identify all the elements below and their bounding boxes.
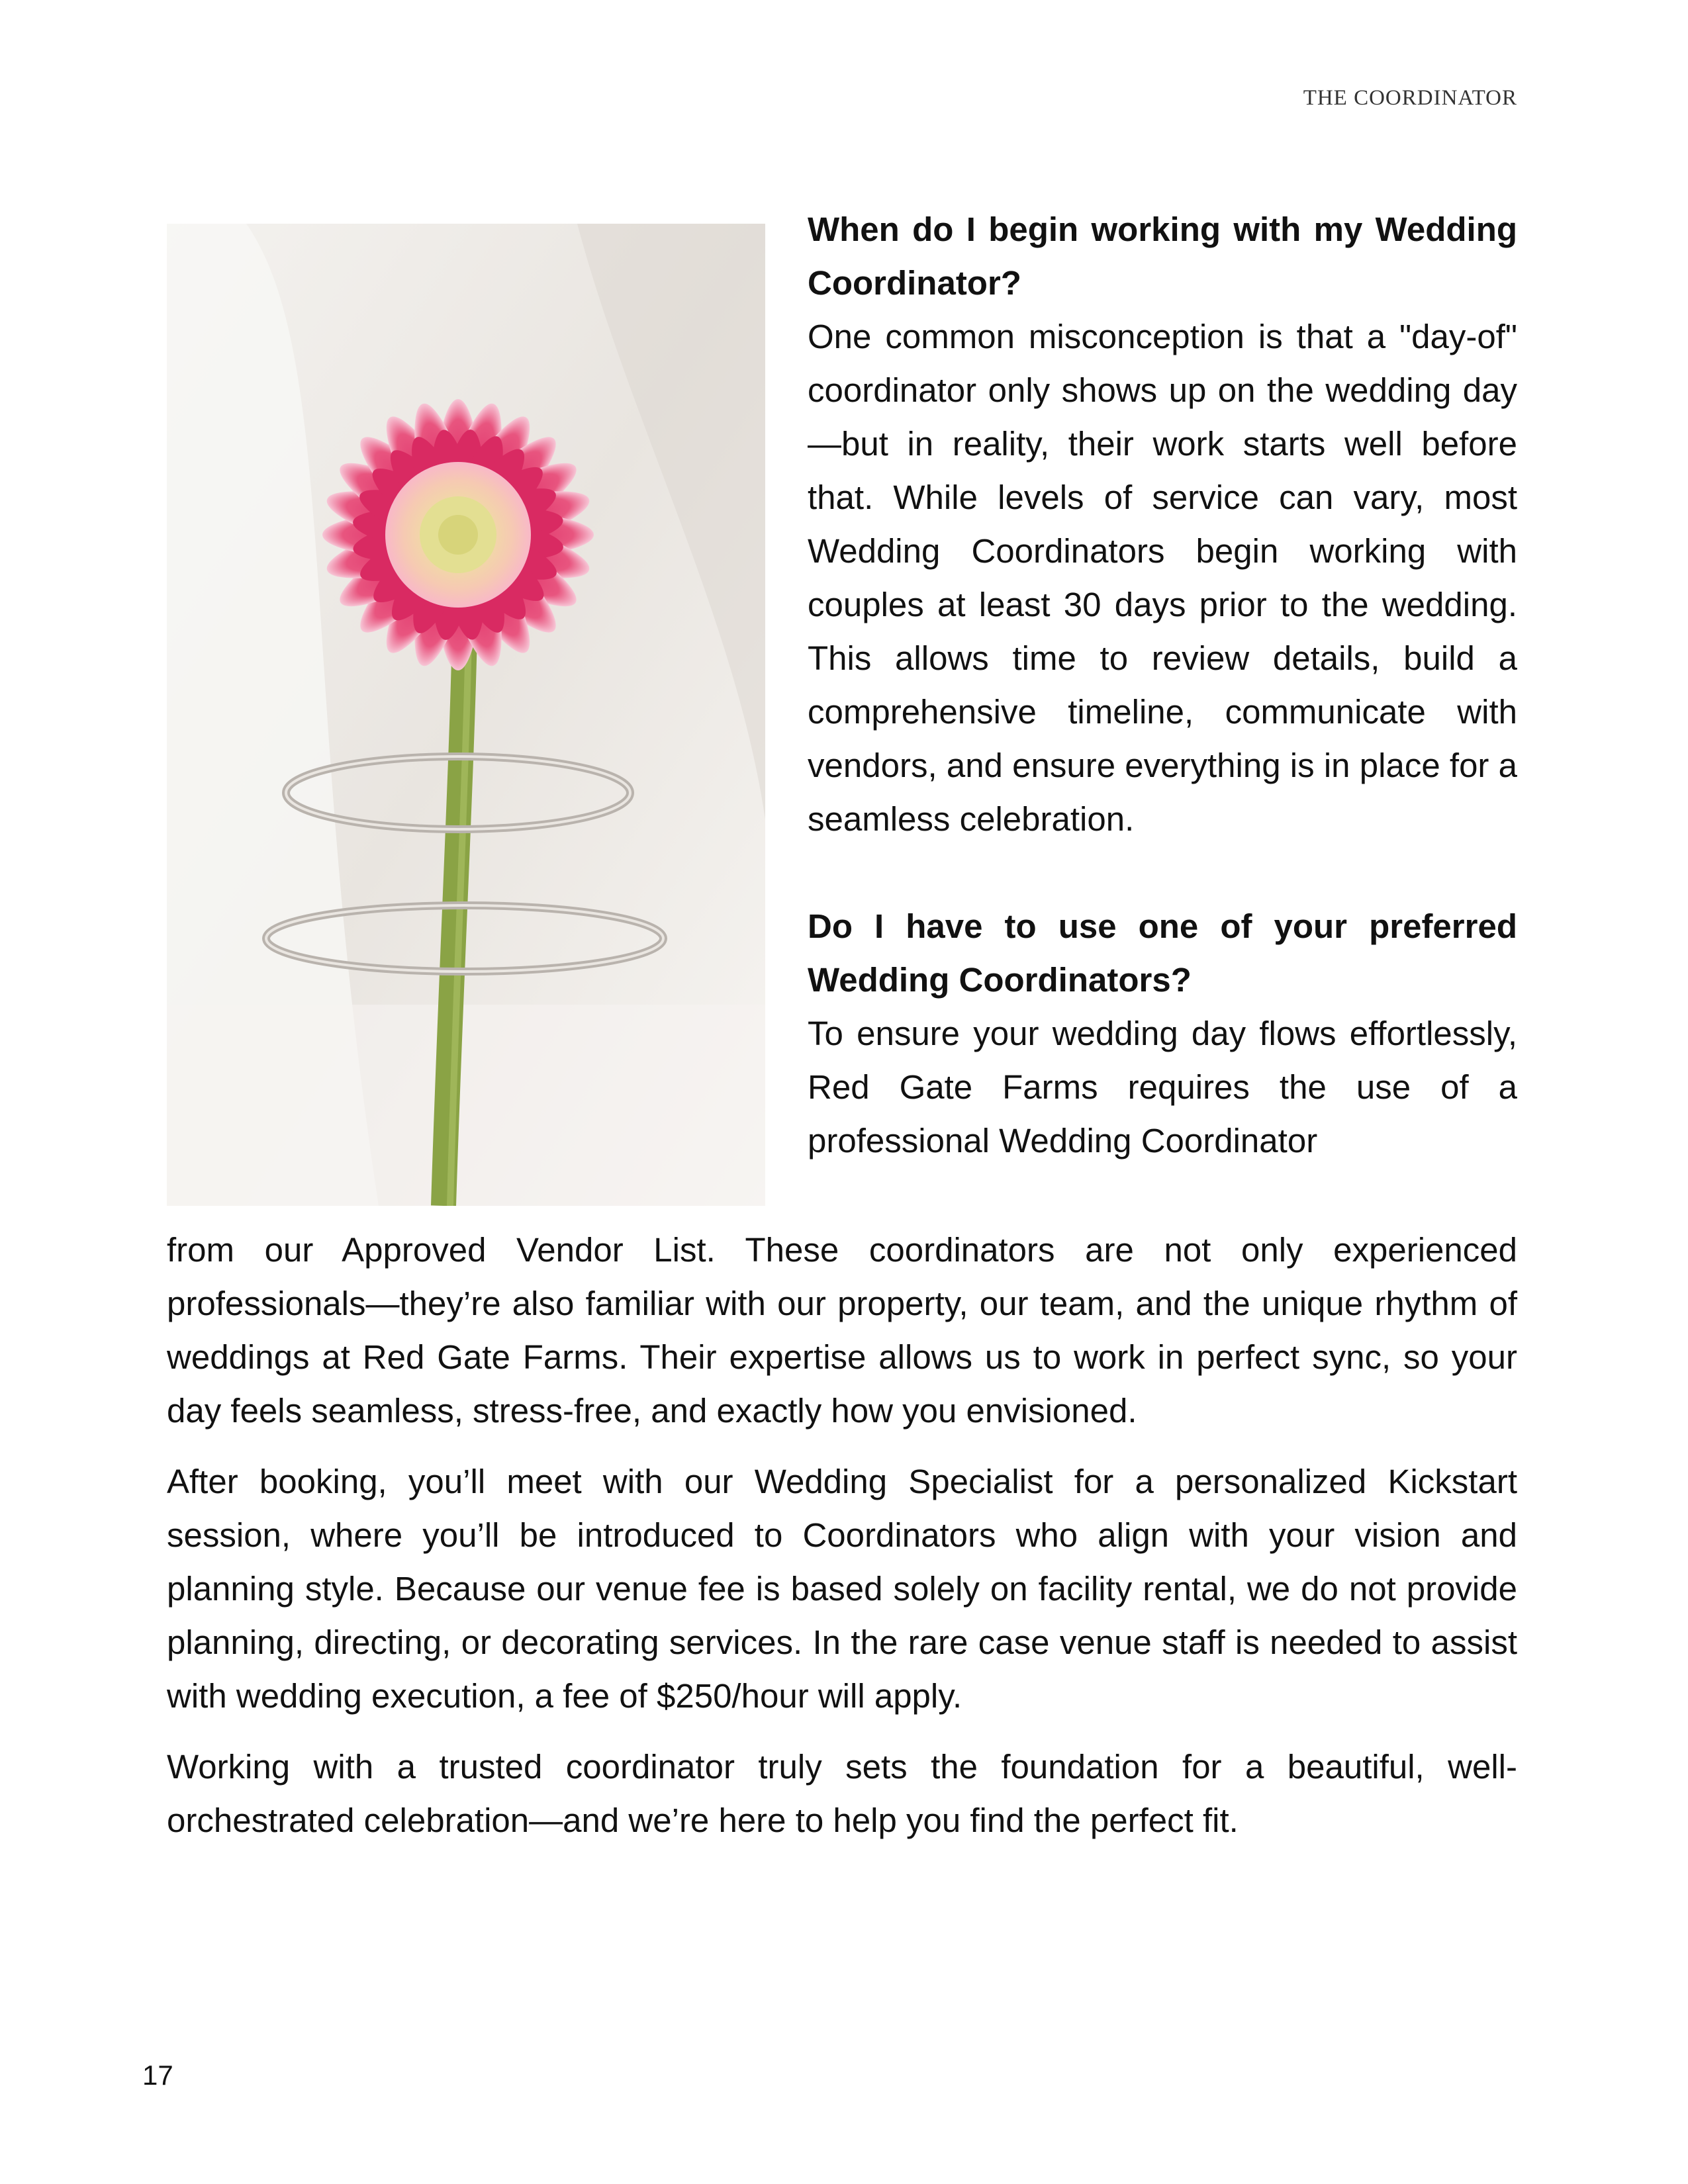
full-width-body [167, 1223, 1517, 1864]
section2-body-start: To ensure your wedding day flows effortlessly, Red Gate Farms requires the use of a professional Wedding Coordinator [808, 1015, 1517, 1160]
page-number: 17 [142, 2060, 173, 2091]
gerbera-illustration [167, 224, 765, 1206]
section1-heading: When do I begin working with my Wedding Coordinator? [808, 210, 1517, 302]
section2-paragraph2: After booking, you’ll meet with our Wedding Specialist for a personalized Kickstart session, where you’ll be introduced to Coordinators who align with your vision and planning style. Because our venue fee is based solely on facility rental, we do not provide planning, directing, or decorating services. In the rare case venue staff is needed to assist with wedding execution, a fee of $250/hour will apply. [167, 1463, 1517, 1715]
section2-paragraph3: Working with a trusted coordinator truly sets the foundation for a beautiful, well-orchestrated celebration—and we’re here to help you find the perfect fit. [167, 1748, 1517, 1839]
section2-heading: Do I have to use one of your preferred Wedding Coordinators? [808, 907, 1517, 999]
section1-body: One common misconception is that a "day-of" coordinator only shows up on the wedding day—but in reality, their work starts well before that. While levels of service can vary, most Wedding Coordinators begin working with couples at least 30 days prior to the wedding. This allows time to review details, build a comprehensive timeline, communicate with vendors, and ensure everything is in place for a seamless celebration. [808, 318, 1517, 838]
section-spacer [808, 846, 1517, 899]
section2-body-continued: from our Approved Vendor List. These coordinators are not only experienced professionals—they’re also familiar with our property, our team, and the unique rhythm of weddings at Red Gate Farms. Their expertise allows us to work in perfect sync, so your day feels seamless, stress-free, and exactly how you envisioned. [167, 1231, 1517, 1430]
gerbera-photo [167, 224, 765, 1206]
running-header: THE COORDINATOR [1303, 86, 1517, 110]
right-column [808, 203, 1517, 1167]
